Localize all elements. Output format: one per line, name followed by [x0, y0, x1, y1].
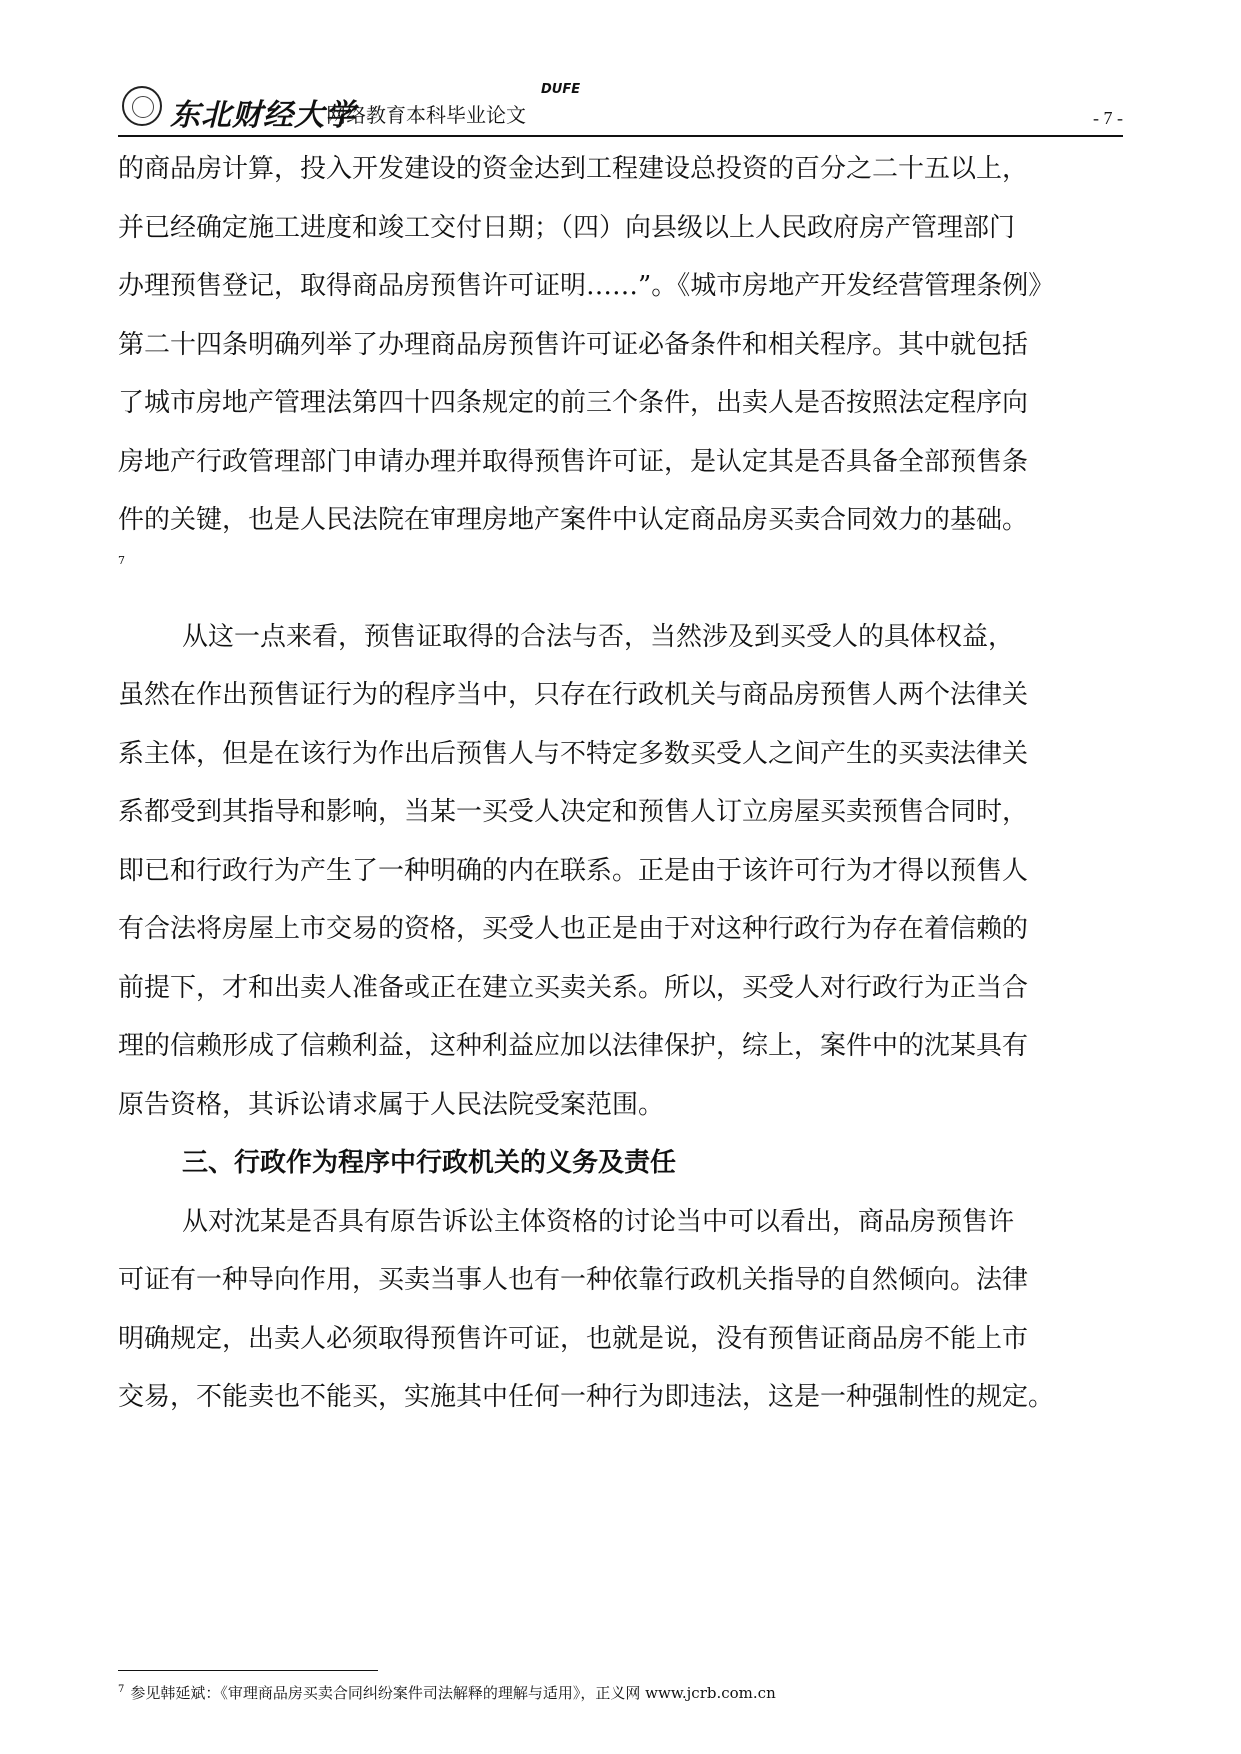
footnote-reference: 7 [118, 553, 125, 567]
body-line: 了城市房地产管理法第四十四条规定的前三个条件，出卖人是否按照法定程序向 [118, 388, 1029, 418]
footnote-text: 参见韩延斌：《审理商品房买卖合同纠纷案件司法解释的理解与适用》，正义网 www.jcrb.com.cn [130, 1684, 776, 1702]
page-number: - 7 - [1093, 108, 1123, 128]
paragraph-line: 虽然在作出预售证行为的程序当中，只存在行政机关与商品房预售人两个法律关 [118, 680, 1029, 710]
paragraph-line: 系都受到其指导和影响，当某一买受人决定和预售人订立房屋买卖预售合同时， [118, 797, 1029, 827]
body-line: 的商品房计算，投入开发建设的资金达到工程建设总投资的百分之二十五以上， [118, 154, 1029, 184]
body-line: 并已经确定施工进度和竣工交付日期；（四）向县级以上人民政府房产管理部门 [118, 212, 1016, 243]
paragraph-line: 即已和行政行为产生了一种明确的内在联系。正是由于该许可行为才得以预售人 [118, 855, 1029, 886]
paragraph-line: 可证有一种导向作用，买卖当事人也有一种依靠行政机关指导的自然倾向。法律 [118, 1265, 1029, 1295]
dufe-logo: DUFE [541, 82, 581, 97]
body-line: 办理预售登记，取得商品房预售许可证明……”。《城市房地产开发经营管理条例》 [118, 271, 1055, 301]
paragraph-line: 从对沈某是否具有原告诉讼主体资格的讨论当中可以看出，商品房预售许 [182, 1206, 1015, 1237]
paragraph-line: 理的信赖形成了信赖利益，这种利益应加以法律保护，综上，案件中的沈某具有 [118, 1031, 1029, 1061]
body-line: 件的关键，也是人民法院在审理房地产案件中认定商品房买卖合同效力的基础。 [118, 505, 1029, 535]
header-subtitle: 网络教育本科毕业论文 [326, 103, 526, 127]
paragraph-line: 前提下，才和出卖人准备或正在建立买卖关系。所以，买受人对行政行为正当合 [118, 972, 1029, 1003]
footnote-number: 7 [118, 1684, 125, 1695]
paragraph-line: 交易，不能卖也不能买，实施其中任何一种行为即违法，这是一种强制性的规定。 [118, 1382, 1055, 1412]
university-seal-icon [122, 86, 162, 126]
paragraph-line: 从这一点来看，预售证取得的合法与否，当然涉及到买受人的具体权益， [182, 621, 1015, 652]
paragraph-line: 系主体，但是在该行为作出后预售人与不特定多数买受人之间产生的买卖法律关 [118, 738, 1029, 769]
footnote-rule [118, 1670, 378, 1671]
body-line: 第二十四条明确列举了办理商品房预售许可证必备条件和相关程序。其中就包括 [118, 329, 1029, 360]
paragraph-line: 原告资格，其诉讼请求属于人民法院受案范围。 [118, 1089, 665, 1120]
paragraph-line: 明确规定，出卖人必须取得预售许可证，也就是说，没有预售证商品房不能上市 [118, 1323, 1029, 1354]
paragraph-line: 有合法将房屋上市交易的资格，买受人也正是由于对这种行政行为存在着信赖的 [118, 914, 1029, 944]
footnote [118, 1682, 776, 1703]
section-heading: 三、行政作为程序中行政机关的义务及责任 [182, 1148, 677, 1178]
header-rule [118, 135, 1123, 137]
university-name: 东北财经大学 [170, 98, 356, 133]
body-line: 房地产行政管理部门申请办理并取得预售许可证，是认定其是否具备全部预售条 [118, 446, 1029, 477]
page-header [118, 80, 1123, 136]
main-content [118, 140, 1128, 1427]
